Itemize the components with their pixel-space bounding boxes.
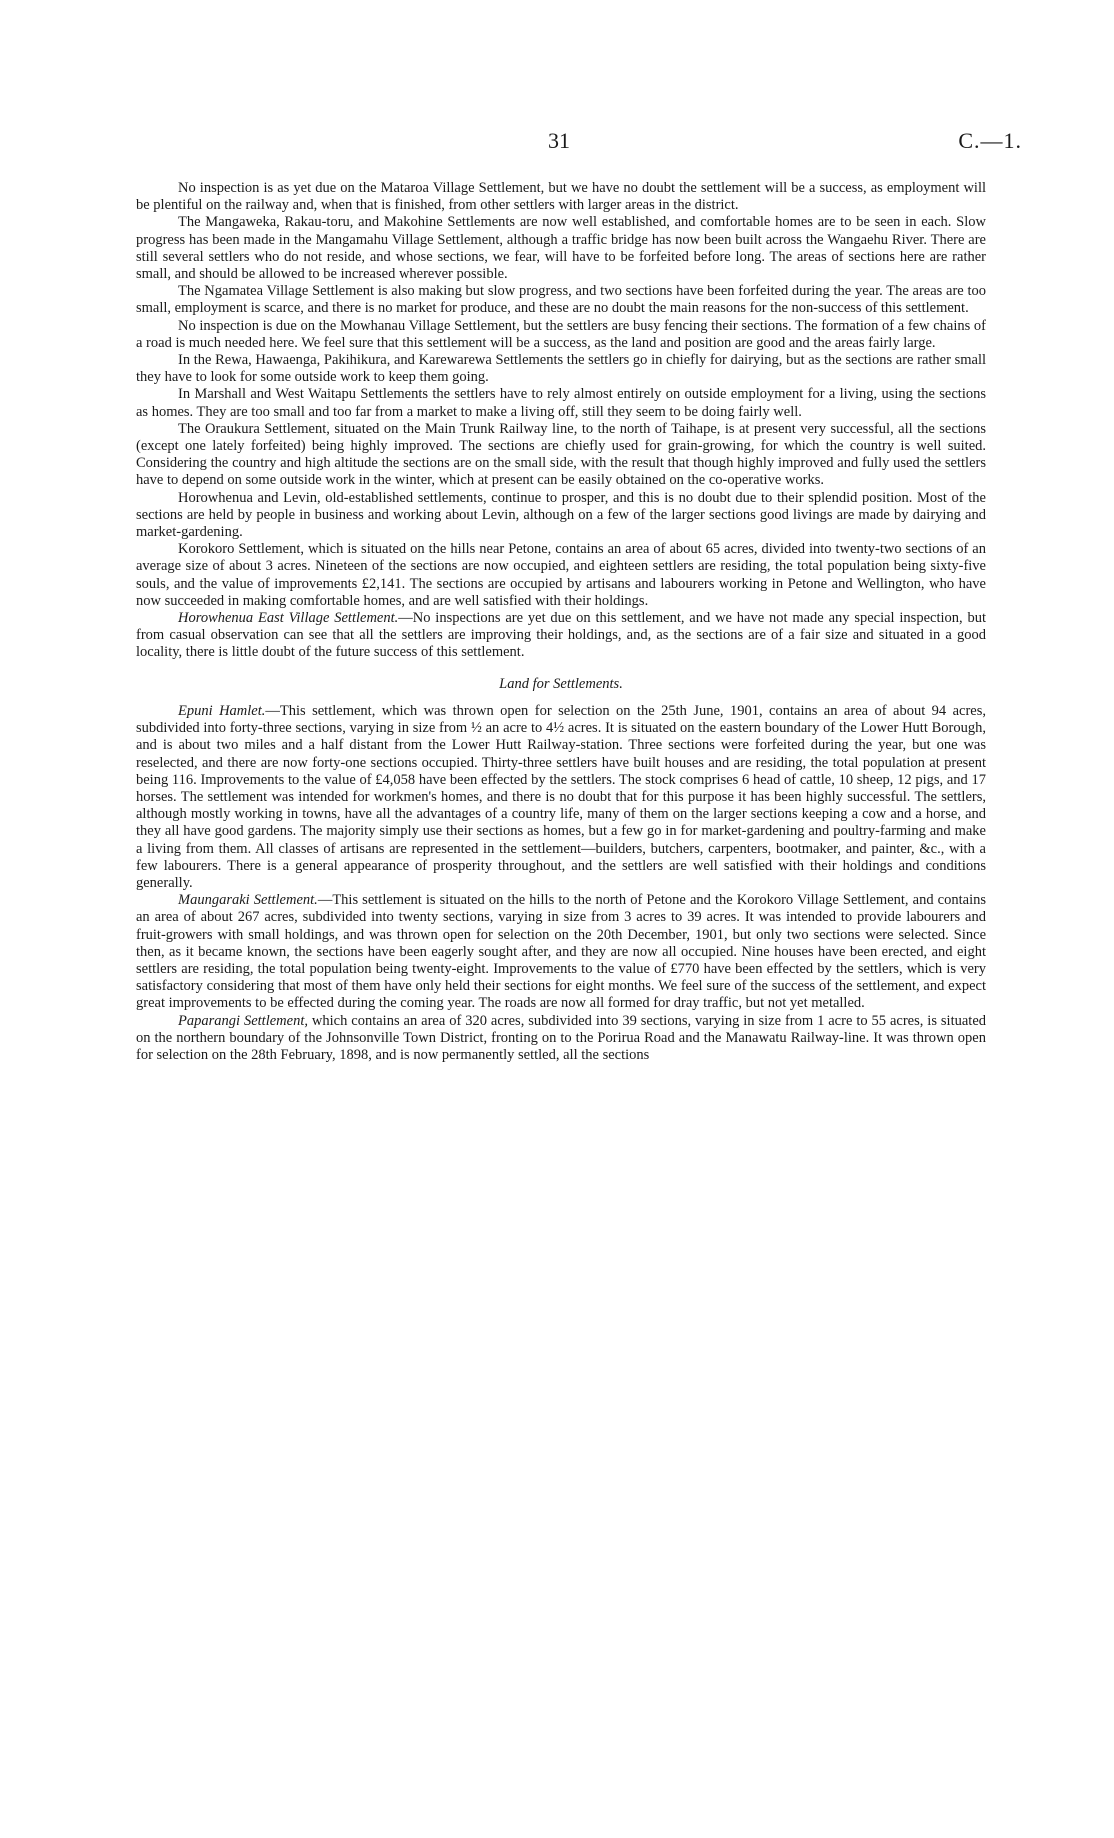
paragraph-paparangi: Paparangi Settlement, which contains an area of 320 acres, subdivided into 39 sections, varying in size from 1 acre to 55 acres, is situated on the northern boundary of the Johnsonville Town District, fronting on to the Porirua Road and the Manawatu Railway-line. It was thrown open for selection on the 28th February, 1898, and is now permanently settled, all the sections bbox=[136, 1012, 987, 1063]
paragraph-ngamatea: The Ngamatea Village Settlement is also making but slow progress, and two sections have been forfeited during the year. The areas are too small, employment is scarce, and there is no market for produce, and these are no doubt the main reasons for the non-success of this settlement. bbox=[136, 283, 986, 317]
paragraph-lead: Epuni Hamlet. bbox=[178, 702, 266, 719]
section-heading: Land for Settlements. bbox=[499, 675, 623, 692]
body-text bbox=[136, 180, 986, 1064]
paragraph-lead: Maungaraki Settlement. bbox=[178, 892, 318, 909]
paragraph-horowhenua-east: Horowhenua East Village Settlement.—No inspections are yet due on this settlement, and we have not made any special inspection, but from casual observation can see that all the settlers are improving their holdings, and, as the sections are of a fair size and situated in a good locality, there is little doubt of the future success of this settlement. bbox=[136, 610, 986, 661]
paragraph-mangaweka: The Mangaweka, Rakau-toru, and Makohine Settlements are now well established, and comfortable homes are to be seen in each. Slow progress has been made in the Mangamahu Village Settlement, although a traffic bridge has now been built across the Wangaehu River. There are still several settlers who do not reside, and whose sections, we fear, will have to be forfeited before long. The areas of sections here are rather small, and should be allowed to be increased wherever possible. bbox=[136, 214, 986, 283]
paragraph-epuni: Epuni Hamlet.—This settlement, which was thrown open for selection on the 25th June, 1901, contains an area of about 94 acres, subdivided into forty-three sections, varying in size from ½ an acre to 4½ acres. It is situated on the eastern boundary of the Lower Hutt Borough, and is about two miles and a half distant from the Lower Hutt Railway-station. Three sections were forfeited during the year, but one was reselected, and there are now forty-one sections occupied. Thirty-three settlers have built houses and are residing, the total population at present being 116. Improvements to the value of £4,058 have been effected by the settlers. The stock comprises 6 head of cattle, 10 sheep, 12 pigs, and 17 horses. The settlement was intended for workmen's homes, and there is no doubt that for this purpose it has been highly successful. The settlers, although mostly working in towns, have all the advantages of a country life, many of them on the larger sections keeping a cow and a horse, and they all have good gardens. The majority simply use their sections as homes, but a few go in for market-gardening and poultry-farming and make a living from them. All classes of artisans are represented in the settlement—builders, butchers, carpenters, bootmaker, and painter, &c., with a few labourers. There is a general appearance of prosperity throughout, and the settlers are well satisfied with their holdings and conditions generally. bbox=[136, 702, 986, 891]
paragraph-oraukura: The Oraukura Settlement, situated on the Main Trunk Railway line, to the north of Taihape, is at present very successful, all the sections (except one lately forfeited) being highly improved. The sections are chiefly used for grain-growing, for which the country is well suited. Considering the country and high altitude the sections are on the small side, with the result that though highly improved and fully used the settlers have to depend on some outside work in the winter, which at present can be easily obtained on the co-operative works. bbox=[136, 420, 986, 489]
paragraph-marshall: In Marshall and West Waitapu Settlements the settlers have to rely almost entirely on outside employment for a living, using the sections as homes. They are too small and too far from a market to make a living off, still they seem to be doing fairly well. bbox=[136, 386, 986, 420]
paragraph-horowhenua: Horowhenua and Levin, old-established settlements, continue to prosper, and this is no doubt due to their splendid position. Most of the sections are held by people in business and working about Levin, although on a few of the larger sections good livings are made by dairying and market-gardening. bbox=[136, 489, 986, 541]
paragraph-mataroa: No inspection is as yet due on the Mataroa Village Settlement, but we have no doubt the settlement will be a success, as employment will be plentiful on the railway and, when that is finished, from other settlers with larger areas in the district. bbox=[136, 180, 986, 214]
paragraph-korokoro: Korokoro Settlement, which is situated on the hills near Petone, contains an area of about 65 acres, divided into twenty-two sections of an average size of about 3 acres. Nineteen of the sections are now occupied, and eighteen settlers are residing, the total population being sixty-five souls, and the value of improvements £2,141. The sections are occupied by artisans and labourers working in Petone and Wellington, who have now succeeded in making comfortable homes, and are well satisfied with their holdings. bbox=[136, 541, 986, 609]
paragraph-rewa: In the Rewa, Hawaenga, Pakihikura, and Karewarewa Settlements the settlers go in chiefly for dairying, but as the sections are rather small they have to look for some outside work to keep them going. bbox=[136, 352, 986, 386]
page-header bbox=[0, 128, 1114, 168]
paragraph-maungaraki: Maungaraki Settlement.—This settlement is situated on the hills to the north of Petone and the Korokoro Village Settlement, and contains an area of about 267 acres, subdivided into twenty sections, varying in size from 3 acres to 39 acres. It was intended to provide labourers and fruit-growers with small holdings, and was thrown open for selection on the 20th December, 1901, but only two sections were selected. Since then, as it became known, the sections have been eagerly sought after, and they are now all occupied. Nine houses have been erected, and eight settlers are residing, the total population being twenty-eight. Improvements to the value of £770 have been effected by the settlers, which is very satisfactory considering that most of them have only held their sections for eight months. We feel sure of the success of the settlement, and expect great improvements to be effected during the coming year. The roads are now all formed for dray traffic, but not yet metalled. bbox=[136, 892, 986, 1012]
paragraph-lead: Horowhenua East Village Settlement. bbox=[178, 610, 399, 627]
paragraph-lead: Paparangi Settlement, bbox=[178, 1012, 308, 1029]
page-number: 31 bbox=[548, 128, 570, 153]
paragraph-mowhanau: No inspection is due on the Mowhanau Village Settlement, but the settlers are busy fencing their sections. The formation of a few chains of a road is much needed here. We feel sure that this settlement will be a success, as the land and position are good and the areas fairly large. bbox=[136, 317, 986, 351]
document-code: C.—1. bbox=[958, 128, 1022, 153]
